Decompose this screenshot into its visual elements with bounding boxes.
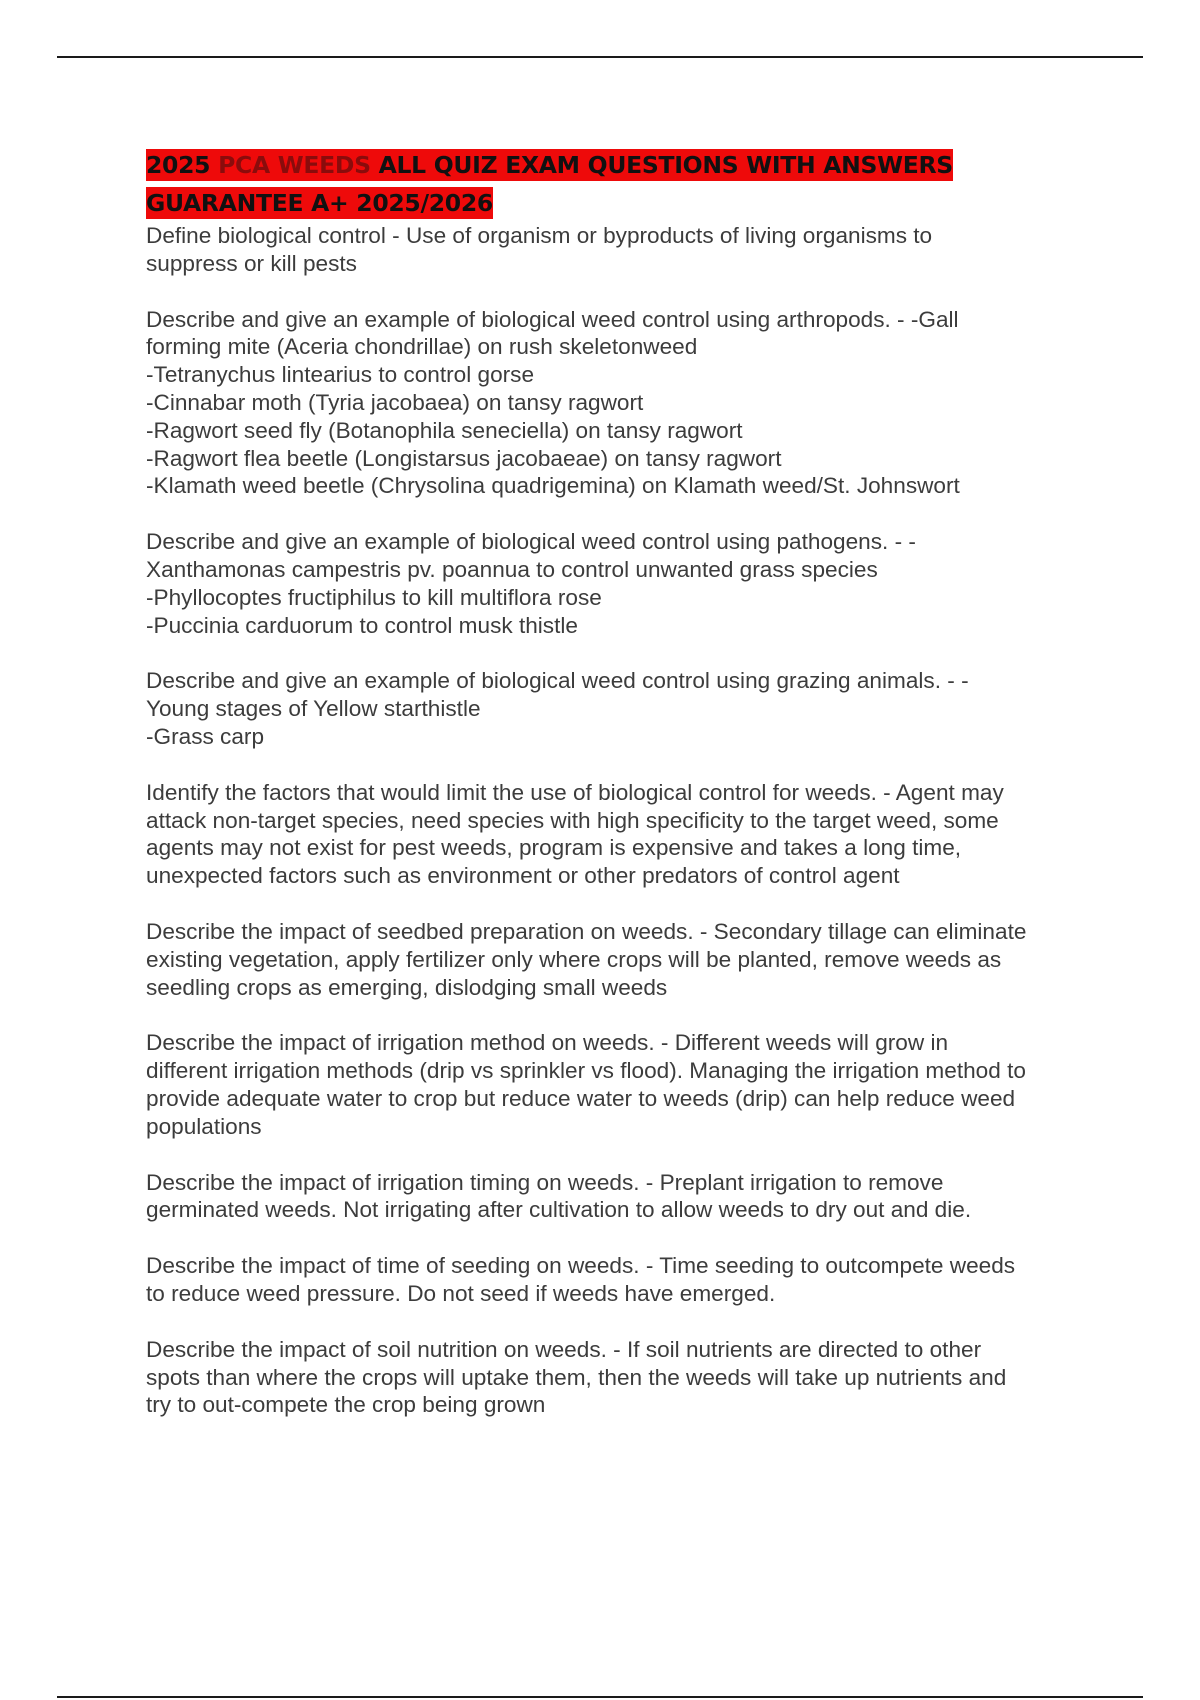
qa-line: -Grass carp	[146, 723, 265, 749]
qa-line: provide adequate water to crop but reduce water to weeds (drip) can help reduce weed	[146, 1085, 1016, 1111]
qa-line: attack non-target species, need species with high specificity to the target weed, some	[146, 807, 999, 833]
qa-line: seedling crops as emerging, dislodging small weeds	[146, 974, 668, 1000]
qa-entry	[146, 528, 1096, 639]
top-rule	[57, 56, 1143, 58]
title-subject: PCA WEEDS	[218, 151, 371, 179]
qa-line: spots than where the crops will uptake them, then the weeds will take up nutrients and	[146, 1364, 1007, 1390]
qa-line: Describe the impact of irrigation method on weeds. - Different weeds will grow in	[146, 1030, 949, 1056]
qa-entry	[146, 779, 1096, 890]
qa-line: forming mite (Aceria chondrillae) on rush skeletonweed	[146, 334, 698, 360]
qa-line: existing vegetation, apply fertilizer only where crops will be planted, remove weeds as	[146, 946, 1002, 972]
qa-line: try to out-compete the crop being grown	[146, 1392, 546, 1418]
qa-line: -Puccinia carduorum to control musk thistle	[146, 612, 578, 638]
qa-line: -Tetranychus lintearius to control gorse	[146, 362, 535, 388]
qa-line: populations	[146, 1113, 262, 1139]
qa-line: Identify the factors that would limit the use of biological control for weeds. - Agent may	[146, 779, 1004, 805]
qa-entry	[146, 306, 1096, 501]
qa-entry	[146, 918, 1096, 1001]
qa-entry	[146, 667, 1096, 750]
qa-list	[146, 222, 1096, 1419]
document-body	[146, 146, 1096, 1447]
qa-line: -Klamath weed beetle (Chrysolina quadrigemina) on Klamath weed/St. Johnswort	[146, 473, 960, 499]
qa-line: -Cinnabar moth (Tyria jacobaea) on tansy ragwort	[146, 389, 644, 415]
qa-line: Describe and give an example of biological weed control using arthropods. - -Gall	[146, 306, 959, 332]
title-year: 2025	[146, 151, 219, 179]
qa-line: Describe and give an example of biological weed control using pathogens. - -	[146, 529, 916, 555]
title-highlight	[146, 149, 953, 219]
qa-line: different irrigation methods (drip vs sprinkler vs flood). Managing the irrigation method to	[146, 1058, 1026, 1084]
title-rest: ALL QUIZ EXAM QUESTIONS WITH ANSWERS GUARANTEE A+ 2025/2026	[146, 151, 953, 217]
qa-line: germinated weeds. Not irrigating after cultivation to allow weeds to dry out and die.	[146, 1197, 972, 1223]
qa-entry	[146, 1252, 1096, 1308]
qa-line: Describe and give an example of biological weed control using grazing animals. - -	[146, 668, 969, 694]
qa-line: -Ragwort flea beetle (Longistarsus jacobaeae) on tansy ragwort	[146, 445, 782, 471]
qa-line: Young stages of Yellow starthistle	[146, 696, 481, 722]
qa-line: -Ragwort seed fly (Botanophila seneciella) on tansy ragwort	[146, 417, 743, 443]
qa-entry	[146, 1169, 1096, 1225]
document-title	[146, 146, 1096, 222]
qa-line: Define biological control - Use of organism or byproducts of living organisms to	[146, 223, 933, 248]
qa-line: Describe the impact of soil nutrition on weeds. - If soil nutrients are directed to other	[146, 1336, 982, 1362]
qa-entry	[146, 1029, 1096, 1140]
qa-line: to reduce weed pressure. Do not seed if weeds have emerged.	[146, 1280, 776, 1306]
qa-line: suppress or kill pests	[146, 250, 357, 276]
qa-line: unexpected factors such as environment or other predators of control agent	[146, 863, 900, 889]
qa-line: Xanthamonas campestris pv. poannua to control unwanted grass species	[146, 556, 878, 582]
qa-line: Describe the impact of time of seeding on weeds. - Time seeding to outcompete weeds	[146, 1253, 1016, 1279]
qa-line: Describe the impact of irrigation timing on weeds. - Preplant irrigation to remove	[146, 1169, 944, 1195]
qa-line: agents may not exist for pest weeds, program is expensive and takes a long time,	[146, 835, 962, 861]
qa-entry	[146, 1336, 1096, 1419]
qa-line: Describe the impact of seedbed preparation on weeds. - Secondary tillage can eliminate	[146, 918, 1027, 944]
bottom-rule	[57, 1696, 1143, 1698]
qa-line: -Phyllocoptes fructiphilus to kill multiflora rose	[146, 584, 602, 610]
qa-entry	[146, 222, 1096, 278]
